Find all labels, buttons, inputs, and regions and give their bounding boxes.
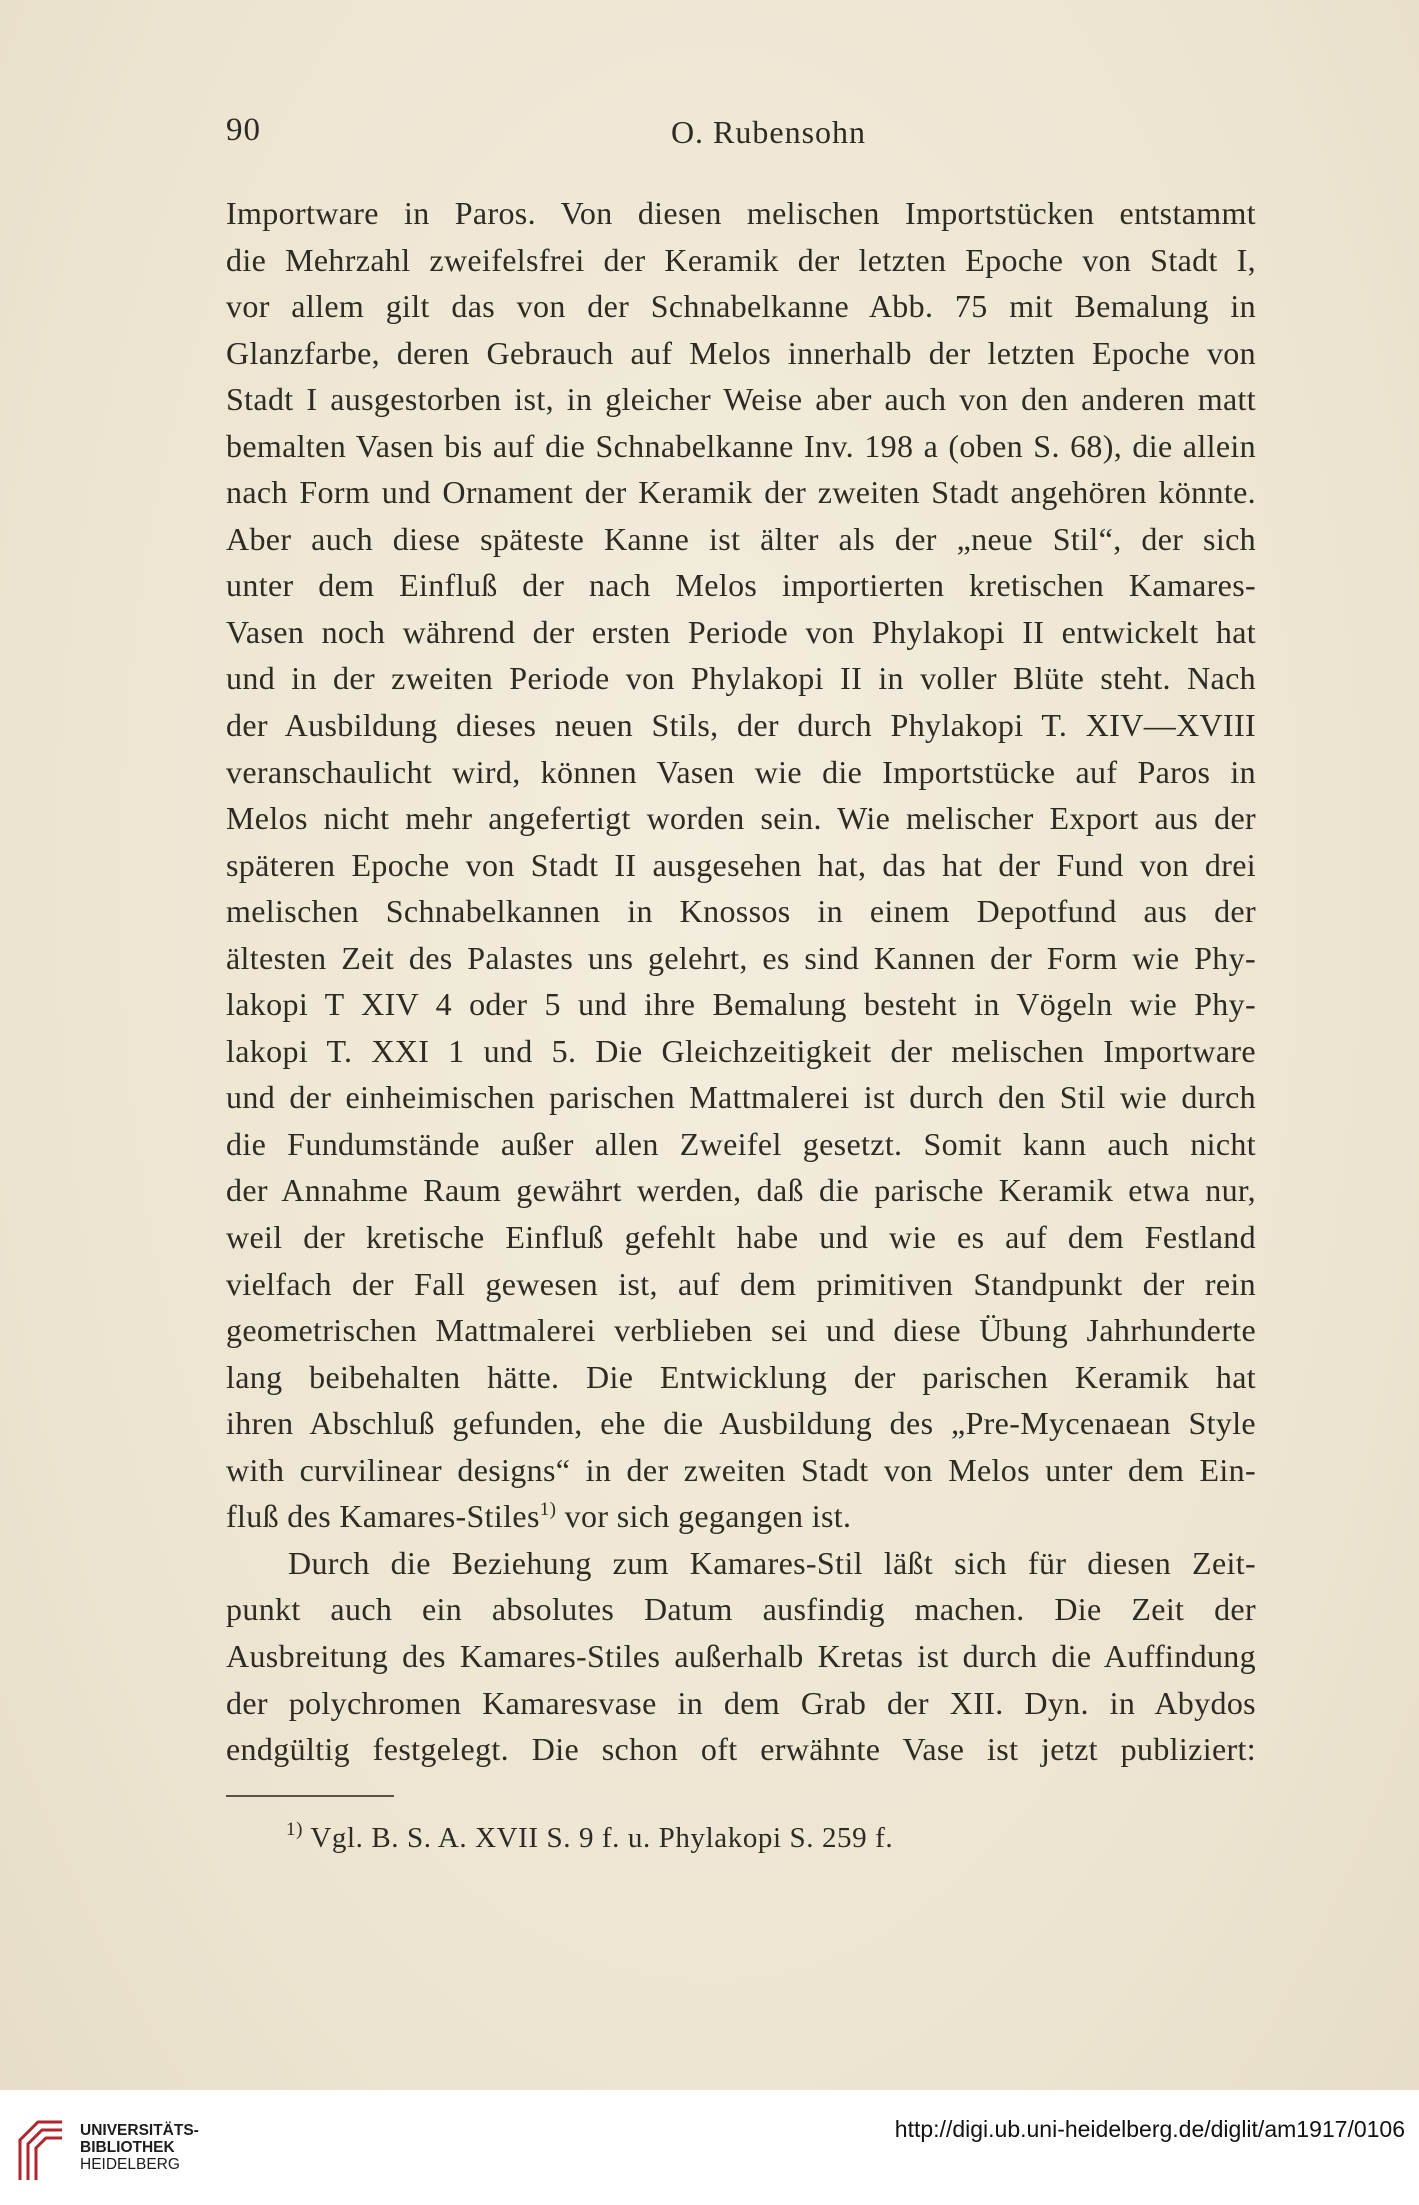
text-line: punkt auch ein absolutes Datum ausfindig machen. Die Zeit der xyxy=(226,1591,1256,1628)
page-header xyxy=(226,112,1256,162)
paragraph-2 xyxy=(226,1540,1256,1773)
text-line: lakopi T XIV 4 oder 5 und ihre Bemalung besteht in Vögeln wie Phy- xyxy=(226,986,1256,1023)
text-line: unter dem Einfluß der nach Melos importierten kretischen Kamares- xyxy=(226,567,1256,604)
text-line-part: fluß des Kamares-Stiles xyxy=(226,1498,540,1535)
text-line: Stadt I ausgestorben ist, in gleicher Weise aber auch von den anderen matt xyxy=(226,381,1256,418)
text-line: vor allem gilt das von der Schnabelkanne Abb. 75 mit Bemalung in xyxy=(226,288,1256,325)
text-line: endgültig festgelegt. Die schon oft erwähnte Vase ist jetzt publiziert: xyxy=(226,1731,1256,1768)
text-line: ihren Abschluß gefunden, ehe die Ausbildung des „Pre-Mycenaean Style xyxy=(226,1405,1256,1442)
text-line: Glanzfarbe, deren Gebrauch auf Melos innerhalb der letzten Epoche von xyxy=(226,334,1256,371)
text-line: die Fundumstände außer allen Zweifel gesetzt. Somit kann auch nicht xyxy=(226,1125,1256,1162)
text-line: veranschaulicht wird, können Vasen wie die Importstücke auf Paros in xyxy=(226,753,1256,790)
running-head: O. Rubensohn xyxy=(670,114,867,150)
text-line: weil der kretische Einfluß gefehlt habe und wie es auf dem Festland xyxy=(226,1219,1256,1256)
text-line-part: vor sich gegangen ist. xyxy=(556,1498,852,1535)
text-line: Durch die Beziehung zum Kamares-Stil läßt sich für diesen Zeit- xyxy=(288,1544,1256,1581)
library-name-line: UNIVERSITÄTS- xyxy=(80,2122,199,2139)
text-line: nach Form und Ornament der Keramik der zweiten Stadt angehören könnte. xyxy=(226,474,1256,511)
page-number: 90 xyxy=(226,112,261,148)
text-line: bemalten Vasen bis auf die Schnabelkanne Inv. 198 a (oben S. 68), die allein xyxy=(226,427,1256,464)
text-line: der polychromen Kamaresvase in dem Grab der XII. Dyn. in Abydos xyxy=(226,1684,1256,1721)
library-name xyxy=(80,2122,199,2173)
body-text xyxy=(226,190,1256,1773)
ub-heidelberg-logo-icon xyxy=(16,2118,66,2184)
library-name-line: BIBLIOTHEK xyxy=(80,2139,175,2156)
text-line: ältesten Zeit des Palastes uns gelehrt, es sind Kannen der Form wie Phy- xyxy=(226,939,1256,976)
text-line: melischen Schnabelkannen in Knossos in einem Depotfund aus der xyxy=(226,893,1256,930)
text-line: die Mehrzahl zweifelsfrei der Keramik der letzten Epoche von Stadt I, xyxy=(226,241,1256,278)
text-line: Vasen noch während der ersten Periode von Phylakopi II entwickelt hat xyxy=(226,613,1256,650)
text-line: lakopi T. XXI 1 und 5. Die Gleichzeitigkeit der melischen Importware xyxy=(226,1032,1256,1069)
paragraph-1 xyxy=(226,190,1256,1493)
text-line: und der einheimischen parischen Mattmalerei ist durch den Stil wie durch xyxy=(226,1079,1256,1116)
text-line: der Ausbildung dieses neuen Stils, der durch Phylakopi T. XIV—XVIII xyxy=(226,707,1256,744)
text-line: späteren Epoche von Stadt II ausgesehen hat, das hat der Fund von drei xyxy=(226,846,1256,883)
library-name-line: HEIDELBERG xyxy=(80,2156,180,2173)
text-line: und in der zweiten Periode von Phylakopi II in voller Blüte steht. Nach xyxy=(226,660,1256,697)
text-line: der Annahme Raum gewährt werden, daß die parische Keramik etwa nur, xyxy=(226,1172,1256,1209)
text-line: with curvilinear designs“ in der zweiten Stadt von Melos unter dem Ein- xyxy=(226,1451,1256,1488)
text-line: Ausbreitung des Kamares-Stiles außerhalb Kretas ist durch die Auffindung xyxy=(226,1637,1256,1674)
footnote-mark: 1) xyxy=(286,1819,304,1840)
source-url-link[interactable]: http://digi.ub.uni-heidelberg.de/diglit/am1917/0106 xyxy=(894,2116,1405,2142)
footnote-text: Vgl. B. S. A. XVII S. 9 f. u. Phylakopi S. 259 f. xyxy=(303,1822,894,1854)
footnote xyxy=(286,1819,894,1855)
text-line: lang beibehalten hätte. Die Entwicklung der parischen Keramik hat xyxy=(226,1358,1256,1395)
text-line xyxy=(226,1493,1256,1540)
footnote-reference: 1) xyxy=(539,1499,557,1521)
footnote-rule xyxy=(226,1795,394,1797)
text-line: Importware in Paros. Von diesen melischen Importstücken entstammt xyxy=(226,195,1256,231)
text-line: vielfach der Fall gewesen ist, auf dem primitiven Standpunkt der rein xyxy=(226,1265,1256,1302)
text-line: Aber auch diese späteste Kanne ist älter als der „neue Stil“, der sich xyxy=(226,520,1256,557)
text-line: geometrischen Mattmalerei verblieben sei und diese Übung Jahrhunderte xyxy=(226,1312,1256,1349)
digitization-footer xyxy=(0,2090,1419,2205)
text-line: Melos nicht mehr angefertigt worden sein. Wie melischer Export aus der xyxy=(226,800,1256,837)
